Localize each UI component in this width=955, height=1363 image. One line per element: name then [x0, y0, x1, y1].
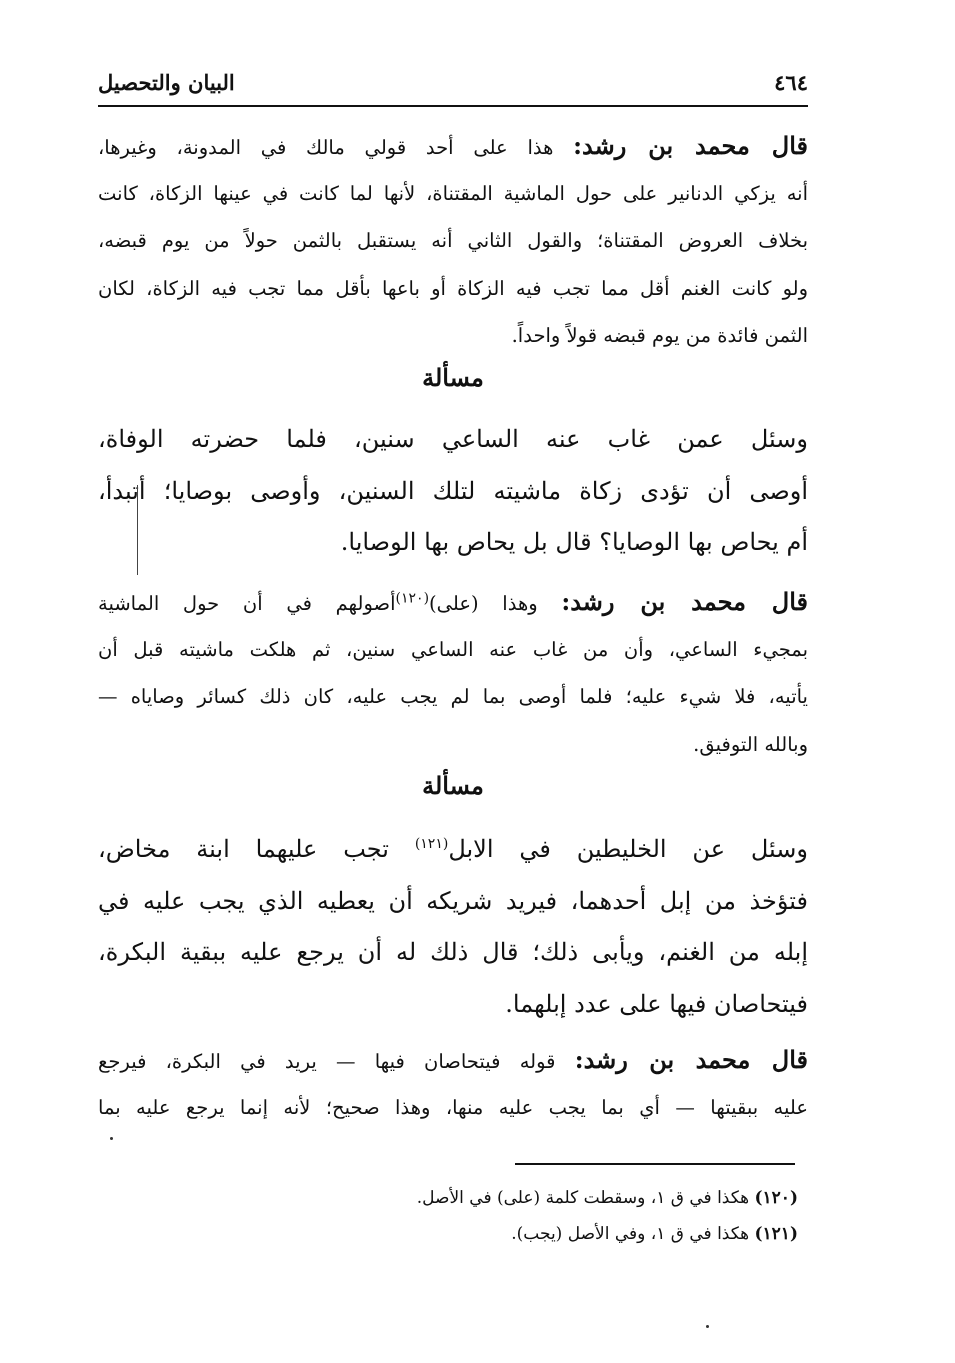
text-line: وسئل عمن غاب عنه الساعي سنين، فلما حضرته الوفاة،	[98, 425, 808, 453]
text-line: بخلاف العروض المقتناة؛ والقول الثاني أنه يستقبل بالثمن حولاً من يوم قبضه،	[98, 229, 808, 252]
text-line: أم يحاص بها الوصايا؟ قال بل يحاص بها الوصايا.	[340, 528, 808, 556]
text-line: أنه يزكي الدنانير على حول الماشية المقتناة، لأنها لما كانت في عينها الزكاة، كانت	[98, 181, 808, 205]
footnote-ref: (١٢١)	[414, 836, 449, 852]
line-text: قوله فيتحاصان فيها — يريد في البكرة، فيرجع	[98, 1050, 556, 1073]
commentary-paragraph-1	[98, 122, 808, 360]
section-heading-1: مسألة	[422, 363, 484, 392]
footnote-ref: (١٢٠)	[395, 590, 430, 607]
text-line: الثمن فائدة من يوم قبضه قولاً واحداً.	[511, 324, 808, 347]
footnote	[98, 1180, 798, 1216]
text-line: إبله من الغنم، ويأبى ذلك؛ قال ذلك له أن يرجع عليه ببقية البكرة،	[98, 938, 808, 966]
line-text: هذا على أحد قولي مالك في المدونة، وغيرها،	[98, 136, 554, 159]
line-text: أصولهم في أن حول الماشية	[98, 592, 396, 615]
footnote-rule	[515, 1163, 795, 1165]
footnotes	[98, 1180, 798, 1252]
speaker-label: قال محمد بن رشد:	[561, 587, 808, 616]
text-line	[98, 578, 808, 626]
line-text: تجب عليهما ابنة مخاض،	[98, 835, 389, 863]
text-line: بمجيء الساعي، وأن من غاب عنه الساعي سنين، ثم هلكت ماشيته قبل أن	[98, 637, 808, 661]
page-number: ٤٦٤	[774, 70, 808, 95]
line-text: وهذا (على)	[429, 592, 538, 615]
text-line: ولو كانت الغنم أقل مما تجب فيه الزكاة أو باعها بأقل مما تجب فيه الزكاة، لكان	[98, 276, 808, 300]
running-title: البيان والتحصيل	[98, 70, 235, 95]
question-paragraph-1	[98, 414, 808, 569]
speaker-label: قال محمد بن رشد:	[573, 131, 808, 160]
footnote-number: (١٢٠)	[754, 1188, 798, 1208]
text-line: وبالله التوفيق.	[693, 732, 808, 756]
page-speck	[706, 1325, 709, 1328]
text-line: فيتحاصان فيها على عدد إبلهما.	[505, 989, 808, 1018]
footnote-text: هكذا في ق ١، وسقطت كلمة (على) في الأصل.	[416, 1188, 750, 1208]
line-text: وسئل عن الخليطين في الابل	[448, 835, 808, 863]
header-rule	[98, 105, 808, 107]
commentary-paragraph-3	[98, 1036, 808, 1131]
page-speck	[110, 1137, 113, 1140]
footnote-number: (١٢١)	[754, 1224, 798, 1244]
text-line: يأتيه، فلا شيء عليه؛ فلما أوصى بما لم يجب عليه، كان ذلك كسائر وصاياه —	[98, 685, 808, 708]
speaker-label: قال محمد بن رشد:	[574, 1045, 808, 1074]
footnote-text: هكذا في ق ١، وفي الأصل (يجب).	[511, 1224, 750, 1244]
section-heading-2: مسألة	[422, 771, 484, 800]
text-line: أوصى أن تؤدى زكاة ماشيته لتلك السنين، وأوصى بوصايا؛ أتبدأ،	[98, 476, 808, 505]
page-header	[98, 70, 808, 104]
text-line: فتؤخذ من إبل أحدهما، فيريد شريكه أن يعطيه الذي يجب عليه في	[98, 886, 808, 915]
text-line	[98, 122, 808, 170]
text-line	[98, 824, 808, 876]
question-paragraph-2	[98, 824, 808, 1030]
text-line: عليه ببقيتها — أي بما يجب عليه منها، وهذا صحيح؛ لأنه إنما يرجع عليه بما	[98, 1095, 808, 1119]
margin-mark	[137, 485, 138, 575]
commentary-paragraph-2	[98, 578, 808, 768]
footnote	[98, 1216, 798, 1252]
text-line	[98, 1036, 808, 1084]
